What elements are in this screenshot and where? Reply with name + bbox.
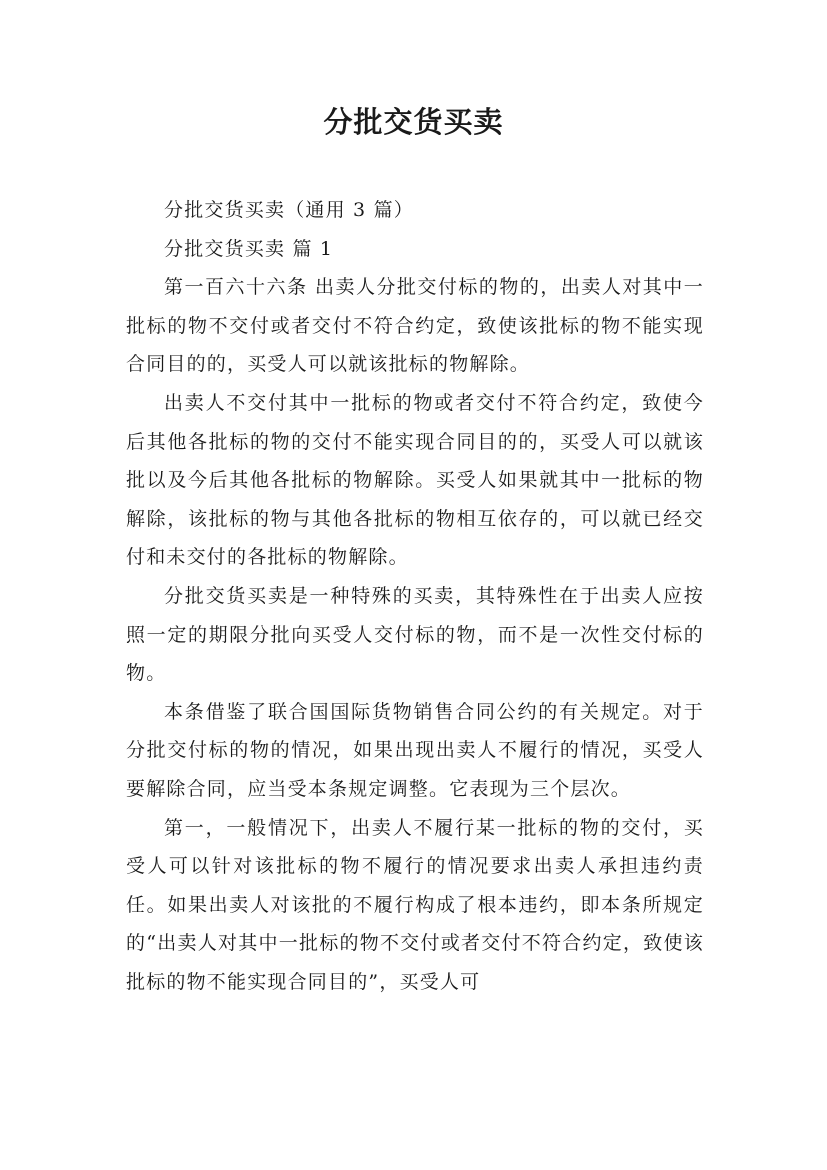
paragraph: 分批交货买卖是一种特殊的买卖，其特殊性在于出卖人应按照一定的期限分批向买受人交付标的物，而不是一次性交付标的物。 bbox=[126, 584, 704, 685]
document-body bbox=[126, 191, 704, 1001]
paragraph: 第一，一般情况下，出卖人不履行某一批标的物的交付，买受人可以针对该批标的物不履行的情况要求出卖人承担违约责任。如果出卖人对该批的不履行构成了根本违约，即本条所规定的“出卖人对其中一批标的物不交付或者交付不符合约定，致使该批标的物不能实现合同目的”，买受人可 bbox=[126, 816, 704, 993]
document-title: 分批交货买卖 bbox=[323, 105, 504, 139]
paragraph: 本条借鉴了联合国国际货物销售合同公约的有关规定。对于分批交付标的物的情况，如果出现出卖人不履行的情况，买受人要解除合同，应当受本条规定调整。它表现为三个层次。 bbox=[126, 700, 704, 800]
paragraph: 出卖人不交付其中一批标的物或者交付不符合约定，致使今后其他各批标的物的交付不能实现合同目的的，买受人可以就该批以及今后其他各批标的物解除。买受人如果就其中一批标的物解除，该批标的物与其他各批标的物相互依存的，可以就已经交付和未交付的各批标的物解除。 bbox=[126, 391, 704, 569]
paragraph: 第一百六十六条 出卖人分批交付标的物的，出卖人对其中一批标的物不交付或者交付不符合约定，致使该批标的物不能实现合同目的的，买受人可以就该批标的物解除。 bbox=[126, 276, 704, 376]
paragraph-subtitle: 分批交货买卖（通用 3 篇） bbox=[164, 199, 414, 221]
paragraph-section-heading: 分批交货买卖 篇 1 bbox=[164, 237, 334, 260]
